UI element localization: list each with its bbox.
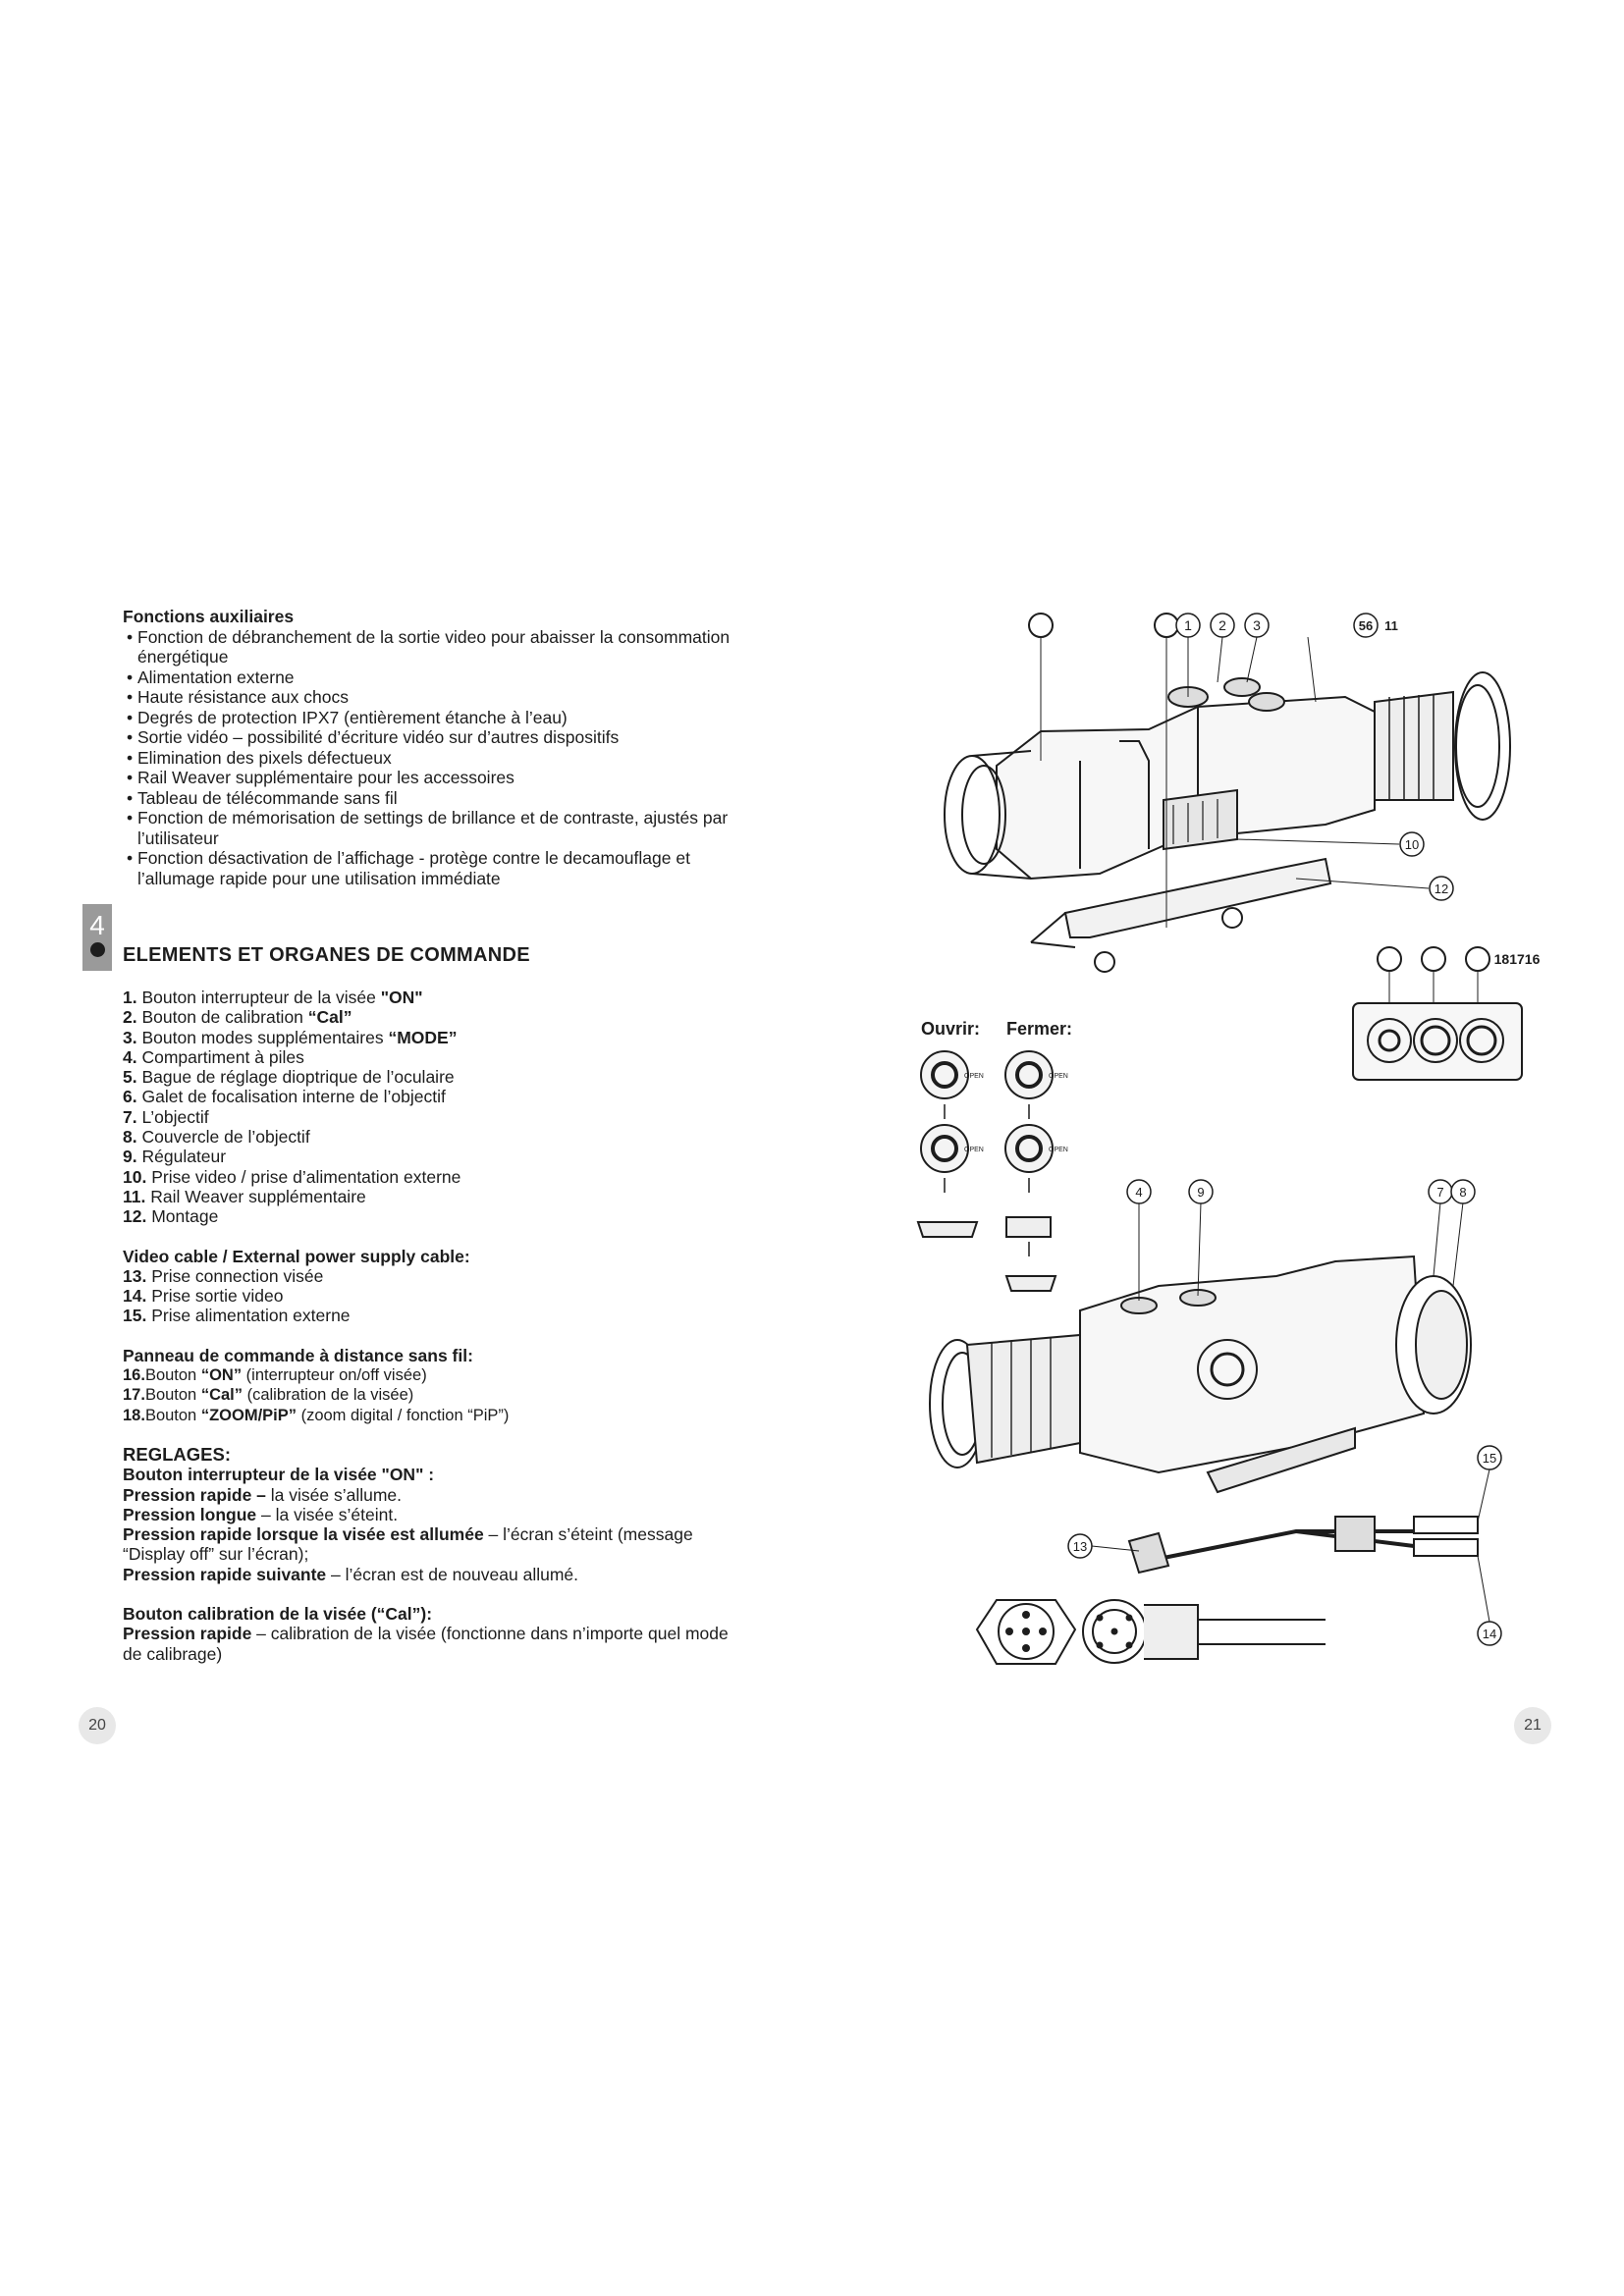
settings-title: REGLAGES:	[123, 1443, 231, 1465]
remote-title: Panneau de commande à distance sans fil:	[123, 1345, 473, 1365]
element-item: 6. Galet de focalisation interne de l’objectif	[123, 1087, 446, 1107]
callout-circle-blank	[1029, 614, 1053, 637]
element-item: 2. Bouton de calibration “Cal”	[123, 1007, 352, 1028]
callout-15: 15	[1482, 1451, 1497, 1466]
list-item: 14. Prise sortie video	[123, 1286, 284, 1307]
list-item: • Fonction de débranchement de la sortie video pour abaisser la consommation énergétique	[123, 627, 751, 667]
element-item: 3. Bouton modes supplémentaires “MODE”	[123, 1027, 458, 1047]
callout-8: 8	[1459, 1185, 1467, 1200]
cap-open-text: OPEN	[1049, 1147, 1068, 1153]
callout-56: 56	[1358, 618, 1374, 633]
cap-open-text: OPEN	[964, 1147, 984, 1153]
list-item: • Haute résistance aux chocs	[123, 687, 751, 708]
list-item: • Elimination des pixels défectueux	[123, 748, 751, 769]
list-item: • Degrés de protection IPX7 (entièrement étanche à l’eau)	[123, 708, 751, 728]
list-item: 18.Bouton “ZOOM/PiP” (zoom digital / fonction “PiP”)	[123, 1406, 510, 1424]
list-item: 17.Bouton “Cal” (calibration de la visée)	[123, 1386, 414, 1405]
list-item: 16.Bouton “ON” (interrupteur on/off visée)	[123, 1366, 427, 1385]
element-item: 5. Bague de réglage dioptrique de l’oculaire	[123, 1067, 455, 1088]
list-item: Pression rapide suivante – l’écran est de nouveau allumé.	[123, 1564, 578, 1584]
element-item: 12. Montage	[123, 1206, 219, 1227]
list-item: • Rail Weaver supplémentaire pour les accessoires	[123, 768, 751, 788]
page-number-left: 20	[79, 1707, 116, 1744]
callout-1: 1	[1184, 617, 1192, 633]
page-number-right: 21	[1514, 1707, 1551, 1744]
callout-3: 3	[1253, 617, 1261, 633]
cal-button-title: Bouton calibration de la visée (“Cal”):	[123, 1604, 433, 1625]
list-item: • Tableau de télécommande sans fil	[123, 788, 751, 809]
elements-list	[123, 988, 751, 1227]
scope-diagram-bottom	[903, 1178, 1522, 1698]
list-item: Pression rapide – calibration de la visée (fonctionne dans n’importe quel mode de calibrage)	[123, 1624, 729, 1664]
callout-9: 9	[1197, 1185, 1205, 1200]
list-item: 15. Prise alimentation externe	[123, 1306, 351, 1326]
aux-functions-title: Fonctions auxiliaires	[123, 607, 295, 626]
callout-181716: 181716	[1493, 951, 1541, 967]
aux-functions-list	[123, 627, 751, 889]
list-item: • Sortie vidéo – possibilité d’écriture vidéo sur d’autres dispositifs	[123, 727, 751, 748]
callout-12: 12	[1434, 881, 1449, 896]
cap-open-text: OPEN	[964, 1073, 984, 1080]
element-item: 1. Bouton interrupteur de la visée "ON"	[123, 988, 423, 1007]
list-item: Pression longue – la visée s’éteint.	[123, 1504, 399, 1524]
cable-block	[123, 1247, 751, 1326]
section-title: ELEMENTS ET ORGANES DE COMMANDE	[123, 944, 530, 966]
remote-panel-diagram	[1345, 942, 1542, 1095]
list-item: • Alimentation externe	[123, 667, 751, 688]
cable-title: Video cable / External power supply cable:	[123, 1246, 470, 1266]
left-page-text	[123, 607, 751, 888]
element-item: 7. L’objectif	[123, 1106, 209, 1127]
element-item: 8. Couvercle de l’objectif	[123, 1127, 310, 1148]
callout-2: 2	[1218, 617, 1226, 633]
list-item: 13. Prise connection visée	[123, 1265, 324, 1286]
element-item: 11. Rail Weaver supplémentaire	[123, 1186, 366, 1206]
element-item: 9. Régulateur	[123, 1147, 227, 1167]
list-item: • Fonction de mémorisation de settings de brillance et de contraste, ajustés par l’utilisateur	[123, 808, 751, 848]
close-label: Fermer:	[1006, 1019, 1073, 1039]
list-item: • Fonction désactivation de l’affichage - protège contre le decamouflage et l’allumage rapide pour une utilisation immédiate	[123, 848, 751, 888]
elements-block	[123, 988, 751, 1664]
callout-4: 4	[1135, 1185, 1143, 1200]
settings-block	[123, 1445, 751, 1584]
callout-13: 13	[1072, 1539, 1088, 1554]
remote-block	[123, 1346, 751, 1425]
list-item: Pression rapide – la visée s’allume.	[123, 1484, 403, 1505]
callout-7: 7	[1436, 1185, 1444, 1200]
open-label: Ouvrir:	[921, 1019, 981, 1039]
callout-11: 11	[1384, 618, 1398, 633]
callout-circle-blank	[1155, 614, 1178, 637]
on-button-title: Bouton interrupteur de la visée "ON" :	[123, 1465, 435, 1485]
callout-14: 14	[1482, 1627, 1497, 1641]
scope-diagram-top	[903, 604, 1532, 987]
cap-open-text: OPEN	[1049, 1073, 1068, 1080]
section-bullet-icon	[90, 942, 105, 957]
list-item: Pression rapide lorsque la visée est allumée – l’écran s’éteint (message “Display off” sur l’écran);	[123, 1524, 693, 1565]
element-item: 10. Prise video / prise d’alimentation externe	[123, 1166, 461, 1187]
callout-10: 10	[1404, 837, 1420, 852]
element-item: 4. Compartiment à piles	[123, 1046, 304, 1067]
section-number-badge: 4	[82, 904, 112, 971]
cal-block	[123, 1604, 751, 1664]
